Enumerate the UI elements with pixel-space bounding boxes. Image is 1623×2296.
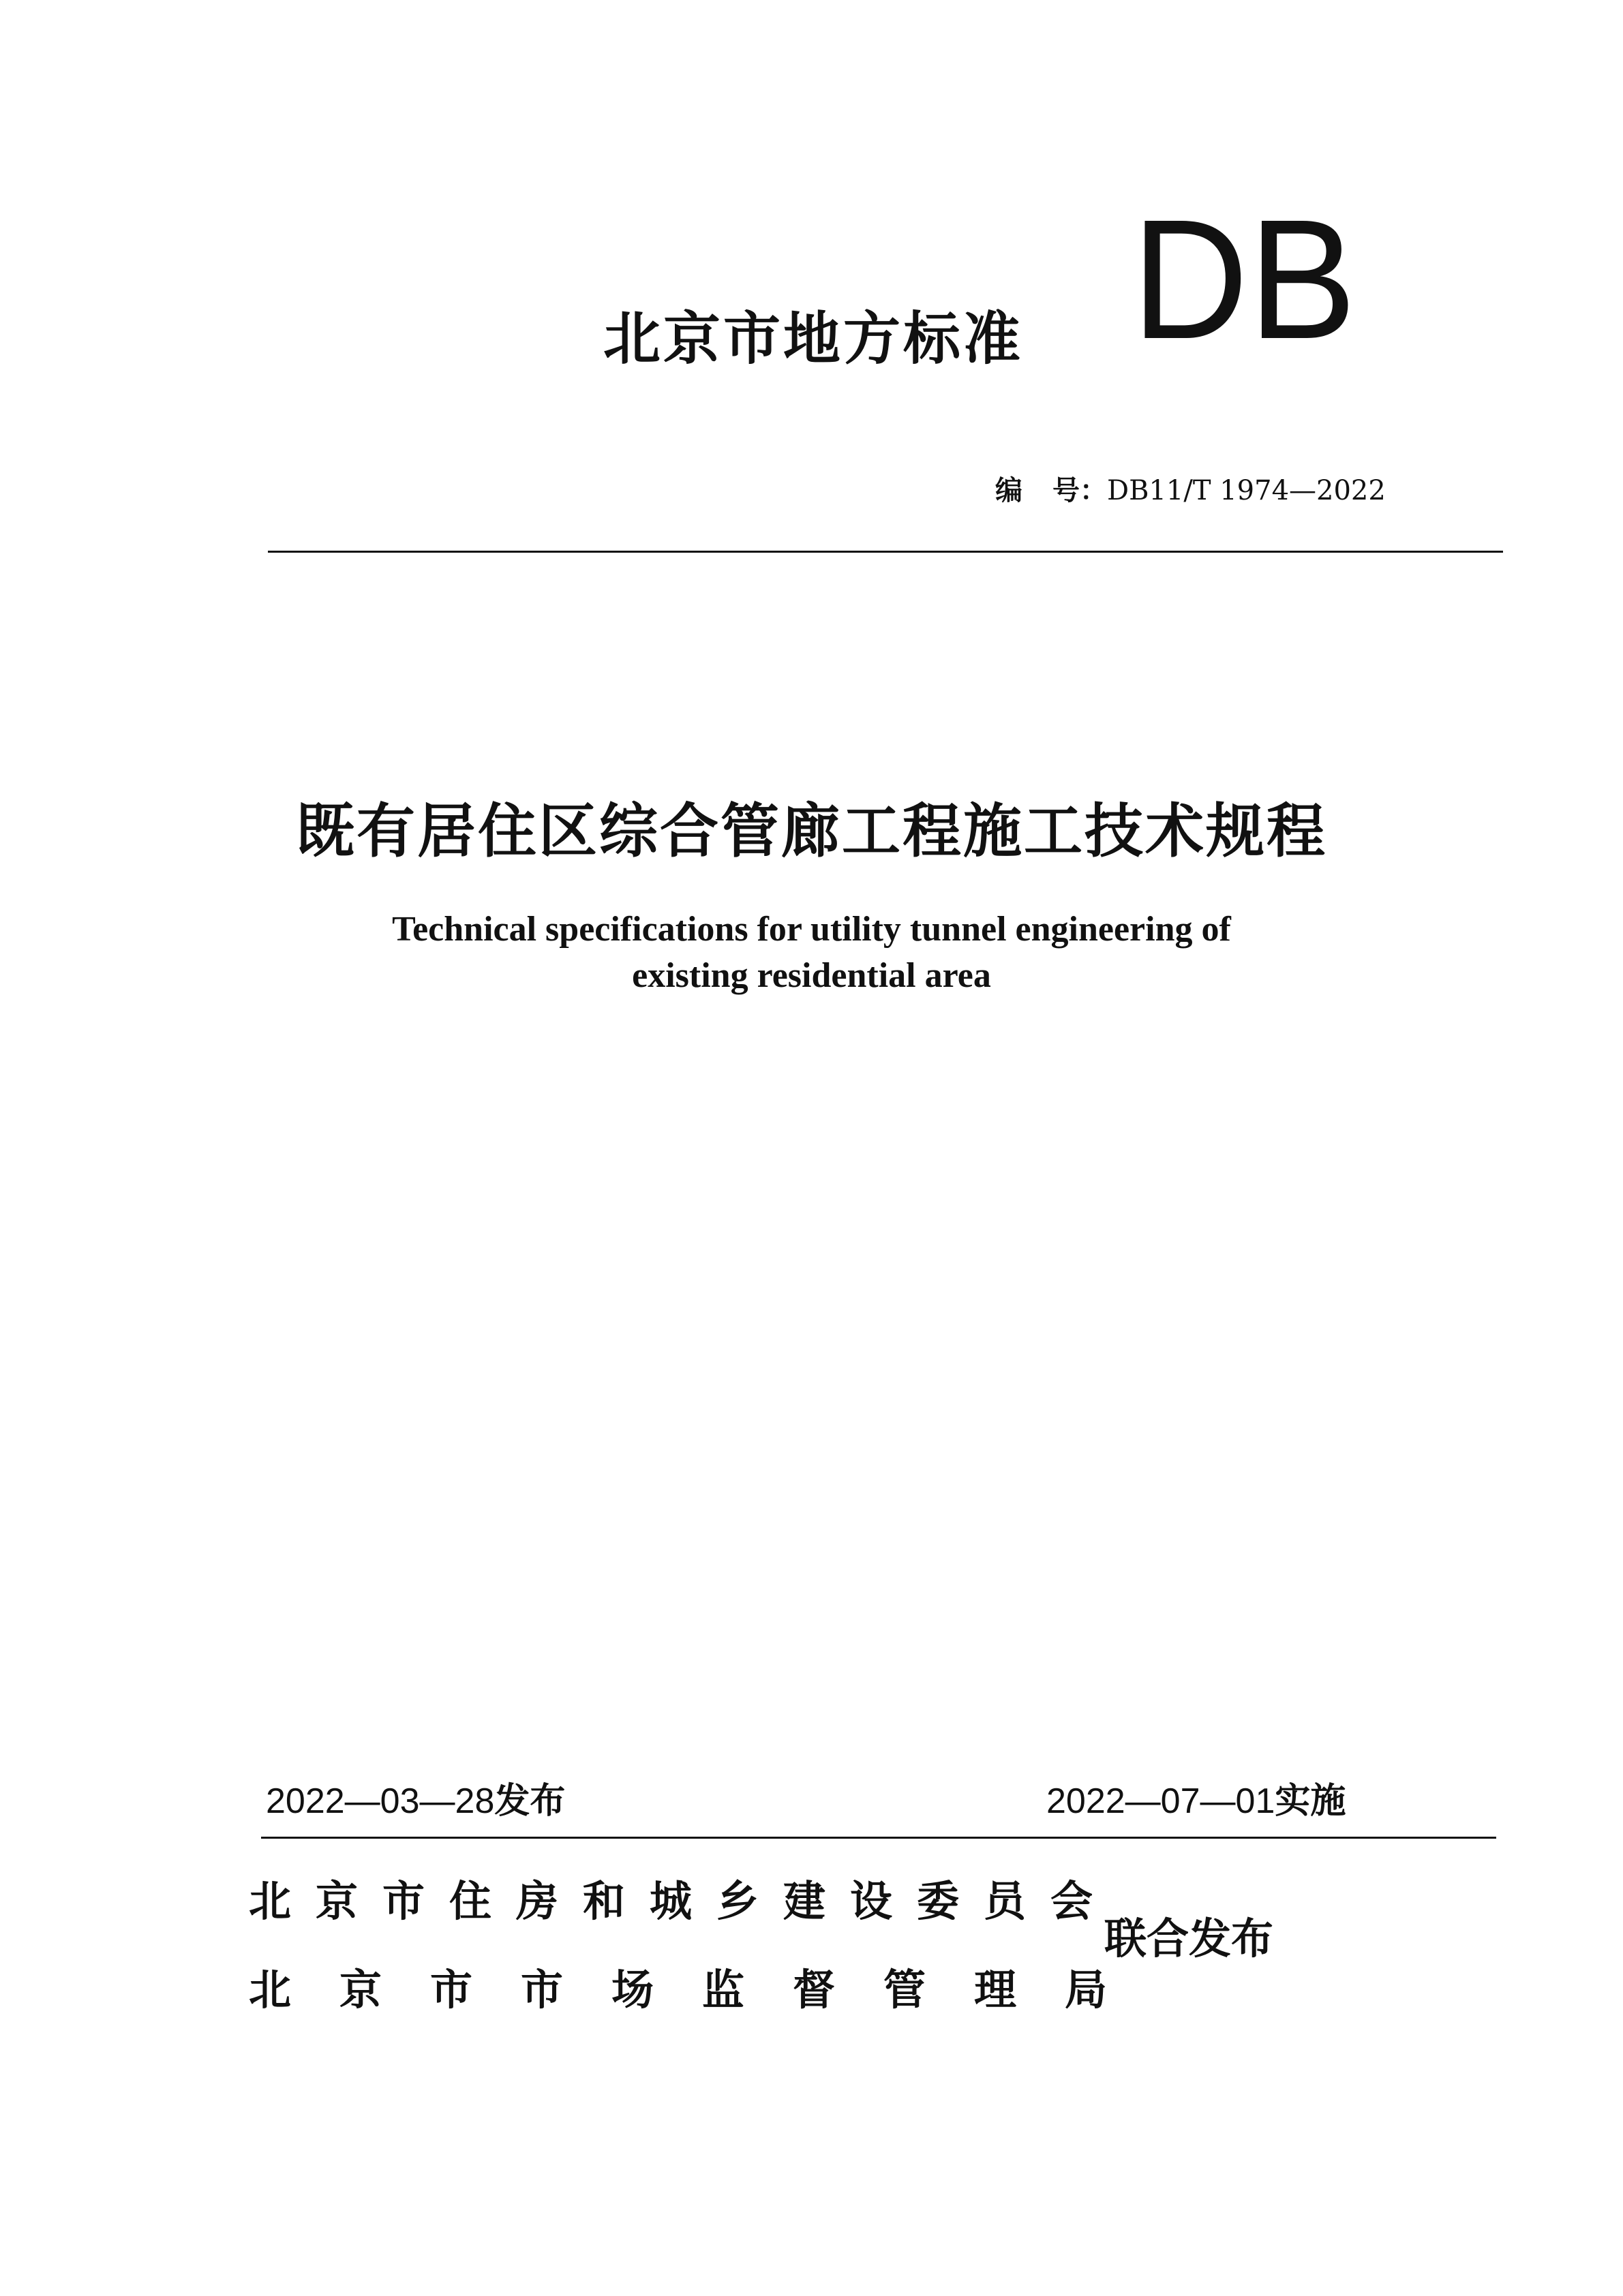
standard-code: [995, 469, 1386, 508]
code-value: DB11/T 1974—2022: [1107, 475, 1386, 506]
issue-date: 2022—03—28: [266, 1781, 495, 1821]
code-label-2: 号：: [1052, 475, 1107, 506]
code-label-1: 编: [995, 475, 1022, 506]
issue-date-row: [266, 1772, 565, 1823]
implementation-date: 2022—07—01: [1046, 1781, 1275, 1821]
title-en-line-2: existing residential area: [632, 956, 991, 995]
publisher-1: 北京市住房和城乡建设委员会: [249, 1876, 1118, 1926]
joint-release-label: 联合发布: [1104, 1914, 1274, 1963]
db-logo: DB: [1132, 184, 1356, 374]
standard-category: 北京市地方标准: [603, 305, 1024, 372]
publisher-2: 北京市市场监督管理局: [249, 1965, 1156, 2015]
document-title-zh: 既有居住区综合管廊工程施工技术规程: [296, 797, 1327, 866]
issue-suffix: 发布: [494, 1781, 566, 1822]
title-en-line-1: Technical specifications for utility tunnel engineering of: [392, 910, 1231, 949]
implementation-date-row: [1046, 1772, 1346, 1823]
header-divider: [268, 551, 1503, 553]
footer-divider: [261, 1837, 1496, 1839]
implementation-suffix: 实施: [1275, 1781, 1346, 1822]
document-title-en: [0, 906, 1623, 999]
